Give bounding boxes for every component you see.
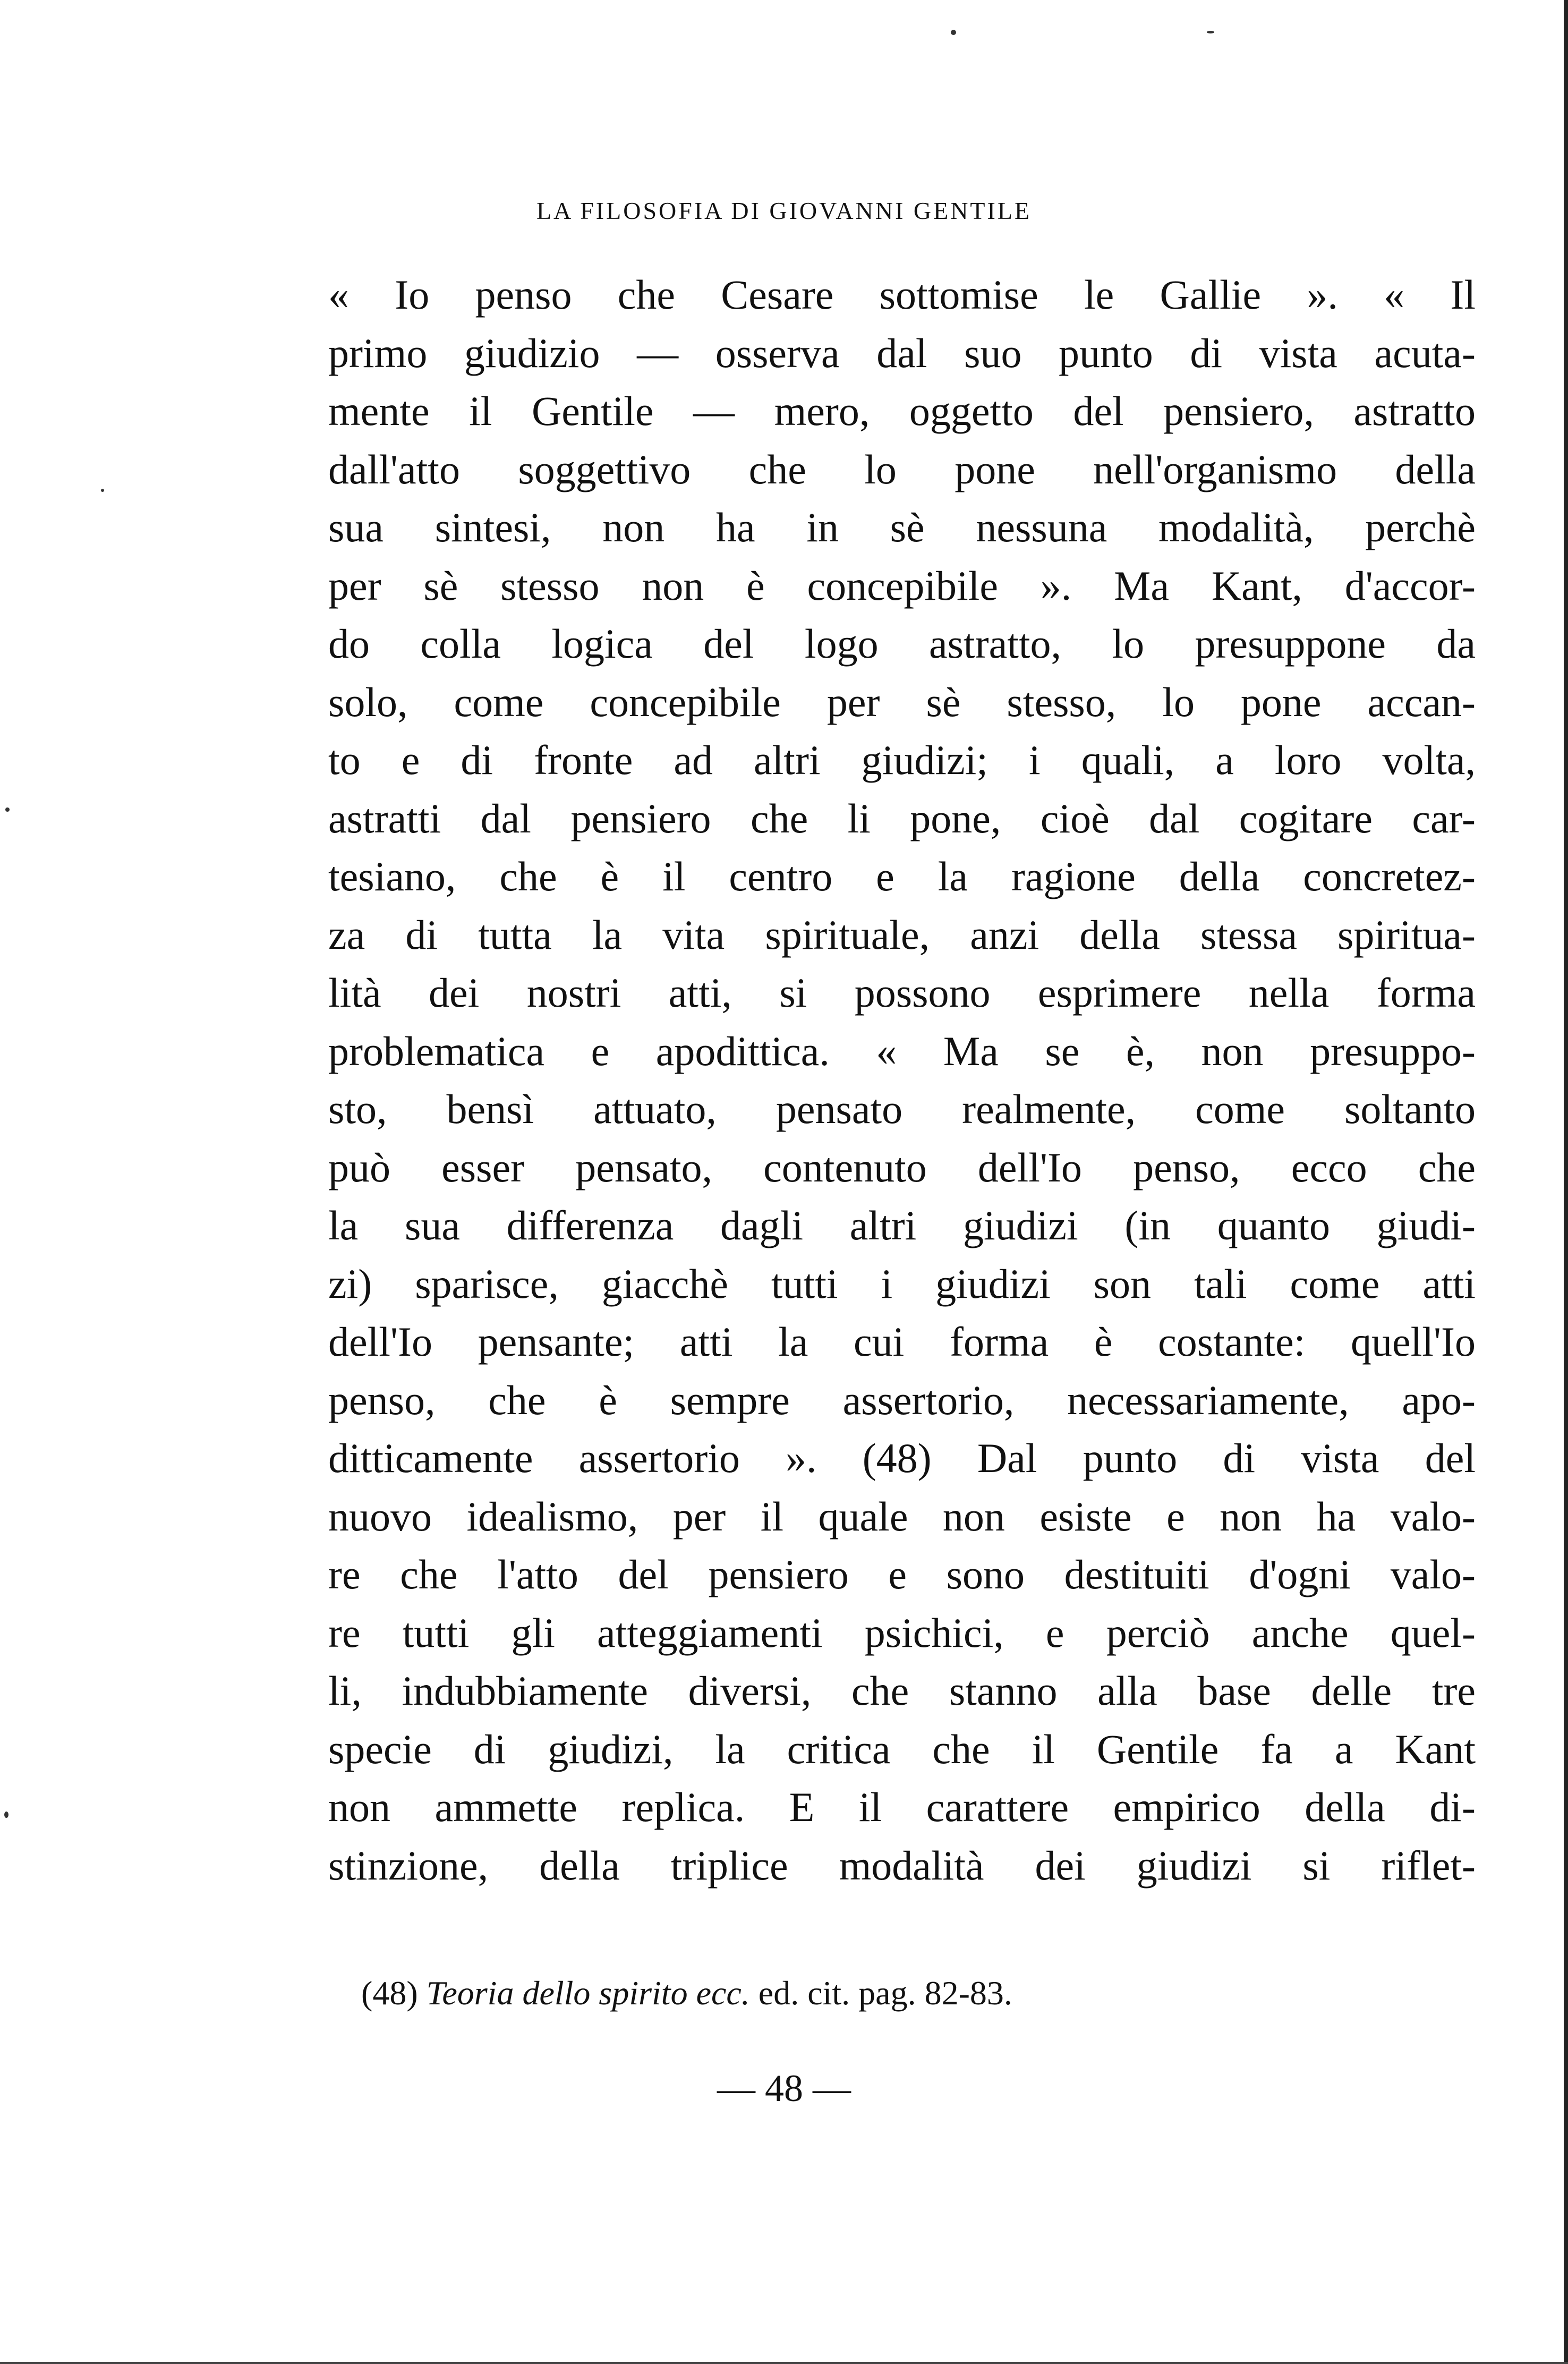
footnote-title: Teoria dello spirito ecc. bbox=[426, 1974, 750, 2012]
page-edge-shadow bbox=[1564, 0, 1568, 2364]
text-line: lità dei nostri atti, si possono esprimere nella forma bbox=[328, 970, 1476, 1016]
footnote bbox=[361, 1974, 1012, 2013]
text-line: solo, come concepibile per sè stesso, lo pone accan- bbox=[328, 678, 1476, 725]
text-line: to e di fronte ad altri giudizi; i quali, a loro volta, bbox=[328, 737, 1476, 783]
body-text bbox=[328, 266, 1476, 1894]
text-line: per sè stesso non è concepibile ». Ma Kant, d'accor- bbox=[328, 562, 1476, 609]
text-line: penso, che è sempre assertorio, necessariamente, apo- bbox=[328, 1376, 1476, 1423]
text-line: zi) sparisce, giacchè tutti i giudizi son tali come atti bbox=[328, 1260, 1476, 1307]
text-line: dall'atto soggettivo che lo pone nell'organismo della bbox=[328, 446, 1476, 492]
text-line: problematica e apodittica. « Ma se è, non presuppo- bbox=[328, 1027, 1476, 1074]
page-number: — 48 — bbox=[717, 2067, 851, 2110]
print-speck bbox=[5, 807, 10, 812]
page-bottom-edge bbox=[0, 2362, 1568, 2364]
text-line: sto, bensì attuato, pensato realmente, come soltanto bbox=[328, 1086, 1476, 1132]
text-line: dell'Io pensante; atti la cui forma è costante: quell'Io bbox=[328, 1319, 1476, 1365]
text-line: za di tutta la vita spirituale, anzi della stessa spiritua- bbox=[328, 911, 1476, 958]
text-line: tesiano, che è il centro e la ragione della concretez- bbox=[328, 853, 1476, 899]
text-line: specie di giudizi, la critica che il Gentile fa a Kant bbox=[328, 1725, 1476, 1772]
text-line: può esser pensato, contenuto dell'Io penso, ecco che bbox=[328, 1144, 1476, 1190]
print-speck bbox=[951, 30, 956, 35]
print-speck bbox=[101, 489, 104, 492]
text-line: non ammette replica. E il carattere empirico della di- bbox=[328, 1784, 1476, 1830]
print-speck bbox=[4, 1812, 8, 1818]
text-line: la sua differenza dagli altri giudizi (in quanto giudi- bbox=[328, 1202, 1476, 1248]
text-line: ditticamente assertorio ». (48) Dal punto di vista del bbox=[328, 1435, 1476, 1481]
text-line: re che l'atto del pensiero e sono destituiti d'ogni valo- bbox=[328, 1551, 1476, 1597]
running-head: LA FILOSOFIA DI GIOVANNI GENTILE bbox=[536, 197, 1032, 224]
text-line: li, indubbiamente diversi, che stanno alla base delle tre bbox=[328, 1668, 1476, 1714]
footnote-reference: ed. cit. pag. 82-83. bbox=[758, 1974, 1012, 2012]
text-line: mente il Gentile — mero, oggetto del pensiero, astratto bbox=[328, 388, 1476, 434]
footnote-number: (48) bbox=[361, 1974, 418, 2012]
text-line: nuovo idealismo, per il quale non esiste e non ha valo- bbox=[328, 1493, 1476, 1540]
text-line: stinzione, della triplice modalità dei giudizi si riflet- bbox=[328, 1842, 1476, 1889]
text-line: « Io penso che Cesare sottomise le Gallie ». « Il bbox=[328, 271, 1476, 318]
print-speck bbox=[1207, 31, 1214, 33]
text-line: sua sintesi, non ha in sè nessuna modalità, perchè bbox=[328, 504, 1476, 550]
text-line: do colla logica del logo astratto, lo presuppone da bbox=[328, 620, 1476, 667]
text-line: re tutti gli atteggiamenti psichici, e perciò anche quel- bbox=[328, 1609, 1476, 1656]
text-line: primo giudizio — osserva dal suo punto di vista acuta- bbox=[328, 329, 1476, 376]
text-line: astratti dal pensiero che li pone, cioè dal cogitare car- bbox=[328, 795, 1476, 841]
